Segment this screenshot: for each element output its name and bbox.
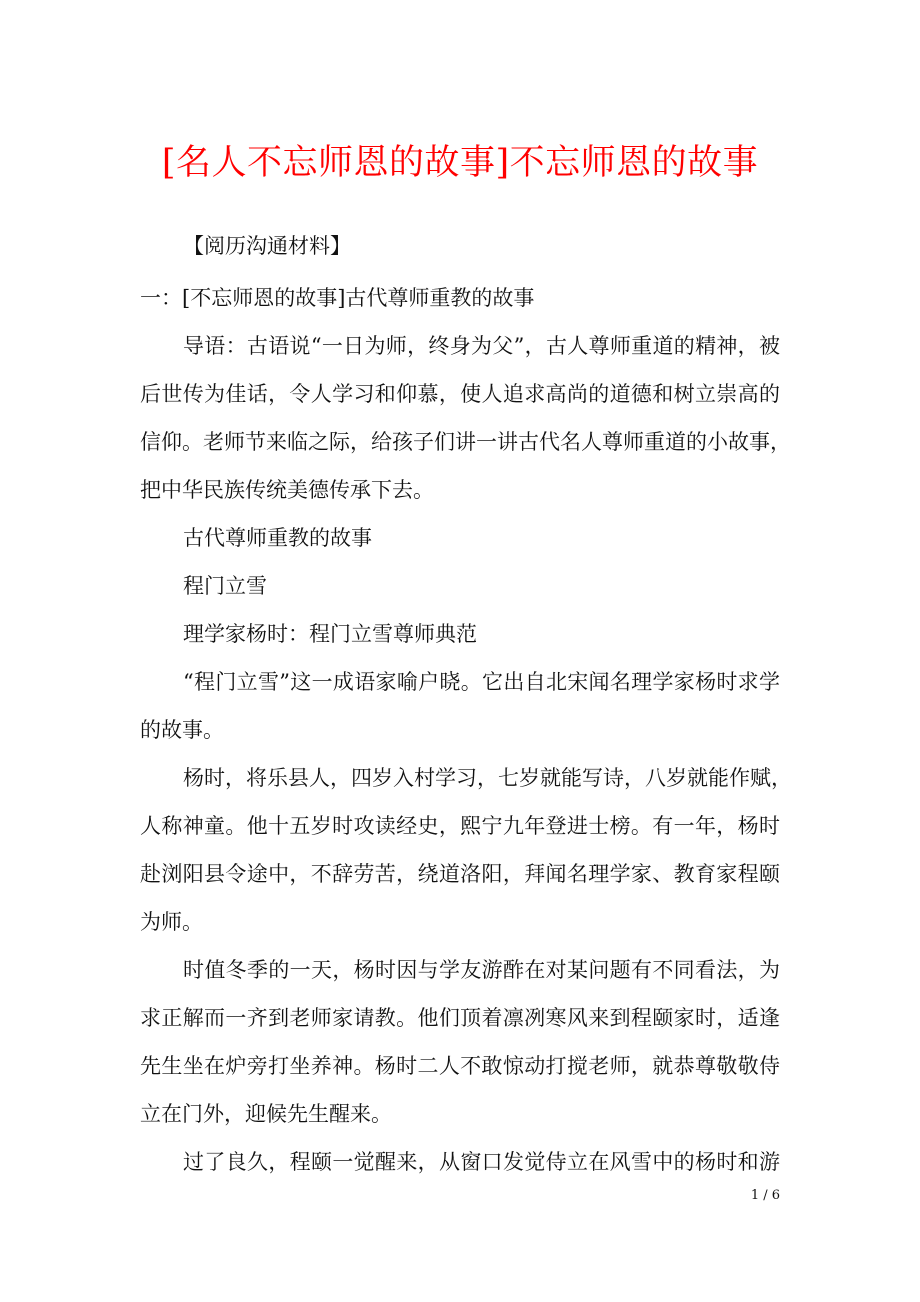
text-line: 先生坐在炉旁打坐养神。杨时二人不敢惊动打搅老师，就恭尊敬敬侍 (140, 1054, 780, 1078)
text-line: 【阅历沟通材料】 (183, 234, 351, 258)
text-line: 一：[不忘师恩的故事]古代尊师重教的故事 (140, 286, 535, 310)
text-line: “程门立雪”这一成语家喻户晓。它出自北宋闻名理学家杨时求学 (183, 670, 780, 694)
text-line: 信仰。老师节来临之际，给孩子们讲一讲古代名人尊师重道的小故事， (140, 430, 791, 454)
text-line: 为师。 (140, 910, 203, 934)
text-line: 求正解而一齐到老师家请教。他们顶着凛冽寒风来到程颐家时，适逢 (140, 1006, 780, 1030)
page-number: 1 / 6 (750, 1188, 780, 1203)
text-line: 人称神童。他十五岁时攻读经史，熙宁九年登进士榜。有一年，杨时 (140, 814, 780, 838)
text-line: 杨时，将乐县人，四岁入村学习，七岁就能写诗，八岁就能作赋， (183, 766, 792, 790)
document-title: [名人不忘师恩的故事]不忘师恩的故事 (161, 143, 759, 183)
text-line: 赴浏阳县令途中，不辞劳苦，绕道洛阳，拜闻名理学家、教育家程颐 (140, 862, 780, 886)
text-line: 程门立雪 (183, 574, 267, 598)
document-body (140, 222, 792, 1186)
text-line: 立在门外，迎候先生醒来。 (140, 1102, 392, 1126)
text-line: 过了良久，程颐一觉醒来，从窗口发觉侍立在风雪中的杨时和游 (183, 1150, 780, 1174)
text-line: 时值冬季的一天，杨时因与学友游酢在对某问题有不同看法，为 (183, 958, 780, 982)
text-line: 后世传为佳话，令人学习和仰慕，使人追求高尚的道德和树立崇高的 (140, 382, 780, 406)
text-line: 的故事。 (140, 718, 224, 742)
text-line: 导语：古语说“一日为师，终身为父”，古人尊师重道的精神，被 (183, 334, 780, 358)
text-line: 古代尊师重教的故事 (183, 526, 372, 550)
text-line: 理学家杨时：程门立雪尊师典范 (183, 622, 477, 646)
text-line: 把中华民族传统美德传承下去。 (140, 478, 434, 502)
